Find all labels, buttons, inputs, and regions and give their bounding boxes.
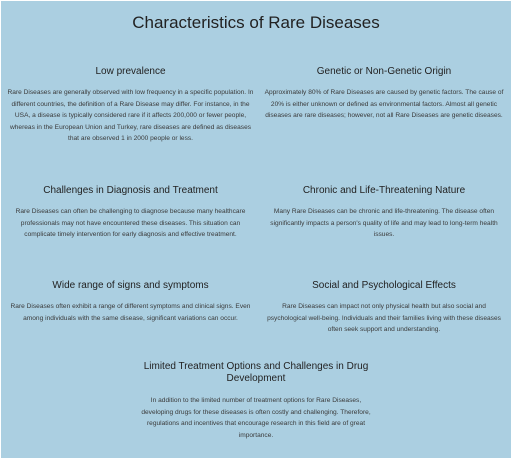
page-title: Characteristics of Rare Diseases <box>132 13 380 32</box>
section-body: Rare Diseases can often be challenging to diagnose because many healthcare professionals may not have encountered these diseases. This situation can complicate timely intervention for early diagnosis and effective treatment. <box>15 208 246 239</box>
section-diagnosis-challenges <box>7 185 254 241</box>
section-body: Rare Diseases are generally observed with low frequency in a specific population. In different countries, the definition of a Rare Disease may differ. For instance, in the USA, a disease is typically considered rare if it affects 200,000 or fewer people, whereas in the European Union and Turkey, rare diseases are defined as diseases that are observed 1 in 2000 people or less. <box>7 89 254 143</box>
section-social-effects <box>263 280 505 336</box>
section-heading: Wide range of signs and symptoms <box>52 280 209 291</box>
section-body: Many Rare Diseases can be chronic and life-threatening. The disease often significantly impacts a person's quality of life and may lead to long-term health issues. <box>270 208 498 239</box>
rare-diseases-infographic <box>1 1 511 458</box>
section-body: Rare Diseases can impact not only physical health but also social and psychological well-being. Individuals and their families living with these diseases often seek support and understanding. <box>267 303 501 334</box>
section-heading: Genetic or Non-Genetic Origin <box>316 66 452 77</box>
section-genetic-origin <box>263 66 505 122</box>
section-treatment-options <box>141 361 371 441</box>
section-low-prevalence <box>7 66 254 145</box>
section-heading: Challenges in Diagnosis and Treatment <box>43 185 218 196</box>
section-body: In addition to the limited number of treatment options for Rare Diseases, developing drugs for these diseases is often costly and challenging. Therefore, regulations and incentives that encourage research in this field are of great importance. <box>141 397 371 439</box>
section-signs-symptoms <box>7 280 254 324</box>
section-heading: Low prevalence <box>95 66 166 77</box>
section-heading: Social and Psychological Effects <box>312 280 456 291</box>
section-body: Approximately 80% of Rare Diseases are caused by genetic factors. The cause of 20% is either unknown or defined as environmental factors. Almost all genetic diseases are rare diseases; however, not all Rare Diseases are genetic diseases. <box>264 89 504 120</box>
section-heading: Limited Treatment Options and Challenges in Drug Development <box>143 361 369 384</box>
section-heading: Chronic and Life-Threatening Nature <box>302 185 466 196</box>
section-chronic-nature <box>263 185 505 241</box>
section-body: Rare Diseases often exhibit a range of different symptoms and clinical signs. Even among individuals with the same disease, significant variations can occur. <box>10 303 251 322</box>
